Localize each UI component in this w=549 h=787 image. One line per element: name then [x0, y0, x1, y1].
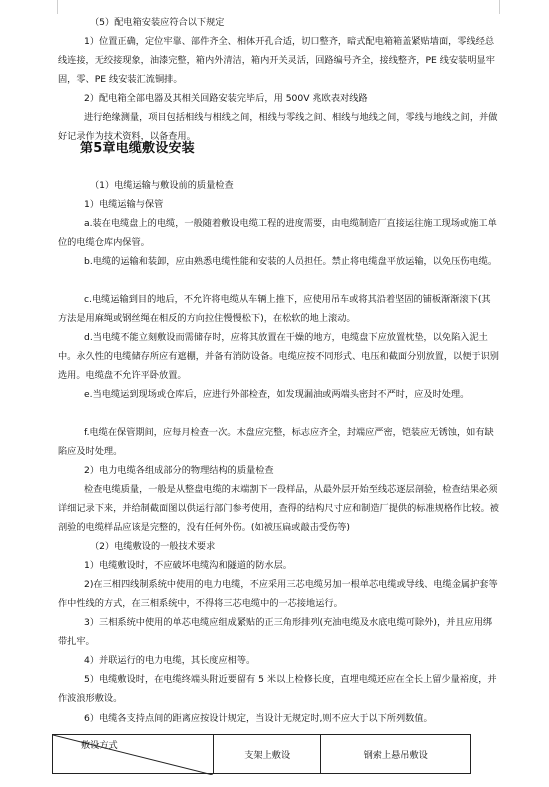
paragraph-c: c.电缆运输到目的地后，不允许将电缆从车辆上推下，应使用吊车或将其沿着坚固的铺板渐渐滚下(其方法是用麻绳或钢丝绳在相反的方向拉住慢慢松下)，在松软的地上滚动。 — [58, 294, 491, 324]
table-header-cable-hanging: 钢索上悬吊敷设 — [321, 735, 471, 774]
support-spacing-table — [52, 734, 471, 774]
paragraph-d: d.当电缆不能立刻敷设而需储存时，应将其放置在干燥的地方，电缆盘下应放置枕垫，以免陷入泥土中。永久性的电缆储存所应有遮棚，并备有消防设备。电缆应按不同形式、电压和截面分别放置，以便于识别选用。电缆盘不允许平卧放置。 — [58, 332, 499, 381]
paragraph-req-6: 6）电缆各支持点间的距离应按设计规定，当设计无规定时,则不应大于以下所列数值。 — [84, 713, 433, 724]
subheading-structure-check: 2）电力电缆各组成部分的物理结构的质量检查 — [84, 465, 274, 476]
table-header-method: 敷设方式 — [81, 740, 118, 751]
paragraph-req-1: 1）电缆敷设时，不应破坏电缆沟和隧道的防水层。 — [84, 560, 292, 571]
subheading-transport: 1）电缆运输与保管 — [84, 199, 164, 210]
margin-mark-left — [57, 0, 58, 14]
list-item-5-title: （5）配电箱安装应符合以下规定 — [90, 17, 225, 28]
paragraph-b: b.电缆的运输和装卸，应由熟悉电缆性能和安装的人员担任。禁止将电缆盘平放运输，以免压伤电缆。 — [84, 256, 498, 267]
paragraph-insulation-test: 2）配电箱全部电器及其相关回路安装完毕后，用 500V 兆欧表对线路 — [84, 93, 368, 104]
paragraph-req-3: 3）三相系统中使用的单芯电缆应组成紧贴的正三角形排列(充油电缆及水底电缆可除外)，并且应用绑带扎牢。 — [58, 617, 493, 647]
paragraph-req-2: 2)在三相四线制系统中使用的电力电缆，不应采用三芯电缆另加一根单芯电缆或导线、电缆金属护套等作中性线的方式，在三相系统中，不得将三芯电缆中的一芯接地运行。 — [58, 579, 498, 609]
paragraph-e: e.当电缆运到现场或仓库后，应进行外部检查，如发现漏油或两端头密封不严时，应及时处理。 — [84, 389, 470, 400]
table-header-corner — [53, 735, 214, 774]
paragraph-sample-check: 检查电缆质量，一般是从整盘电缆的末端割下一段样品，从最外层开始至线芯逐层剖验，检查结果必须详细记录下来，并给制截面图以供运行部门参考使用，查得的结构尺寸应和制造厂提供的标准规格作比较。被剖验的电缆样品应该是完整的，没有任何外伤。(如被压扁或敲击受伤等) — [58, 484, 499, 533]
section-heading-1: （1）电缆运输与敷设前的质量检查 — [90, 180, 234, 191]
chapter-title: 第5章电缆敷设安装 — [80, 141, 195, 156]
paragraph-req-5: 5）电缆敷设时，在电缆终端头附近要留有 5 米以上检修长度，直埋电缆还应在全长上留少量裕度，并作波浪形敷设。 — [58, 674, 497, 704]
diagonal-line — [53, 735, 213, 775]
paragraph-a: a.装在电缆盘上的电缆，一般随着敷设电缆工程的进度需要，由电缆制造厂直接运往施工现场或施工单位的电缆仓库内保管。 — [58, 218, 497, 248]
margin-mark-right — [499, 0, 500, 14]
section-heading-2: （2）电缆敷设的一般技术要求 — [90, 541, 216, 552]
paragraph-insulation-items: 进行绝缘测量，项目包括相线与相线之间，相线与零线之间、相线与地线之间，零线与地线之间，并做好记录作为技术资料，以备查用。 — [58, 112, 498, 142]
paragraph-cabinet-requirements: 1）位置正确，定位牢靠、部件齐全、相体开孔合适，切口整齐，暗式配电箱箱盖紧贴墙面，零线经总线连接，无绞接现象，油漆完整，箱内外清洁，箱内开关灵活，回路编号齐全，接线整齐，PE 线安装明显牢固，零、PE 线安装汇流铜排。 — [58, 36, 495, 85]
paragraph-f: f.电缆在保管期间，应每月检查一次。木盘应完整，标志应齐全，封端应严密，铠装应无锈蚀，如有缺陷应及时处理。 — [58, 427, 494, 457]
table-header-bracket: 支架上敷设 — [214, 735, 321, 774]
paragraph-req-4: 4）并联运行的电力电缆，其长度应相等。 — [84, 655, 256, 666]
